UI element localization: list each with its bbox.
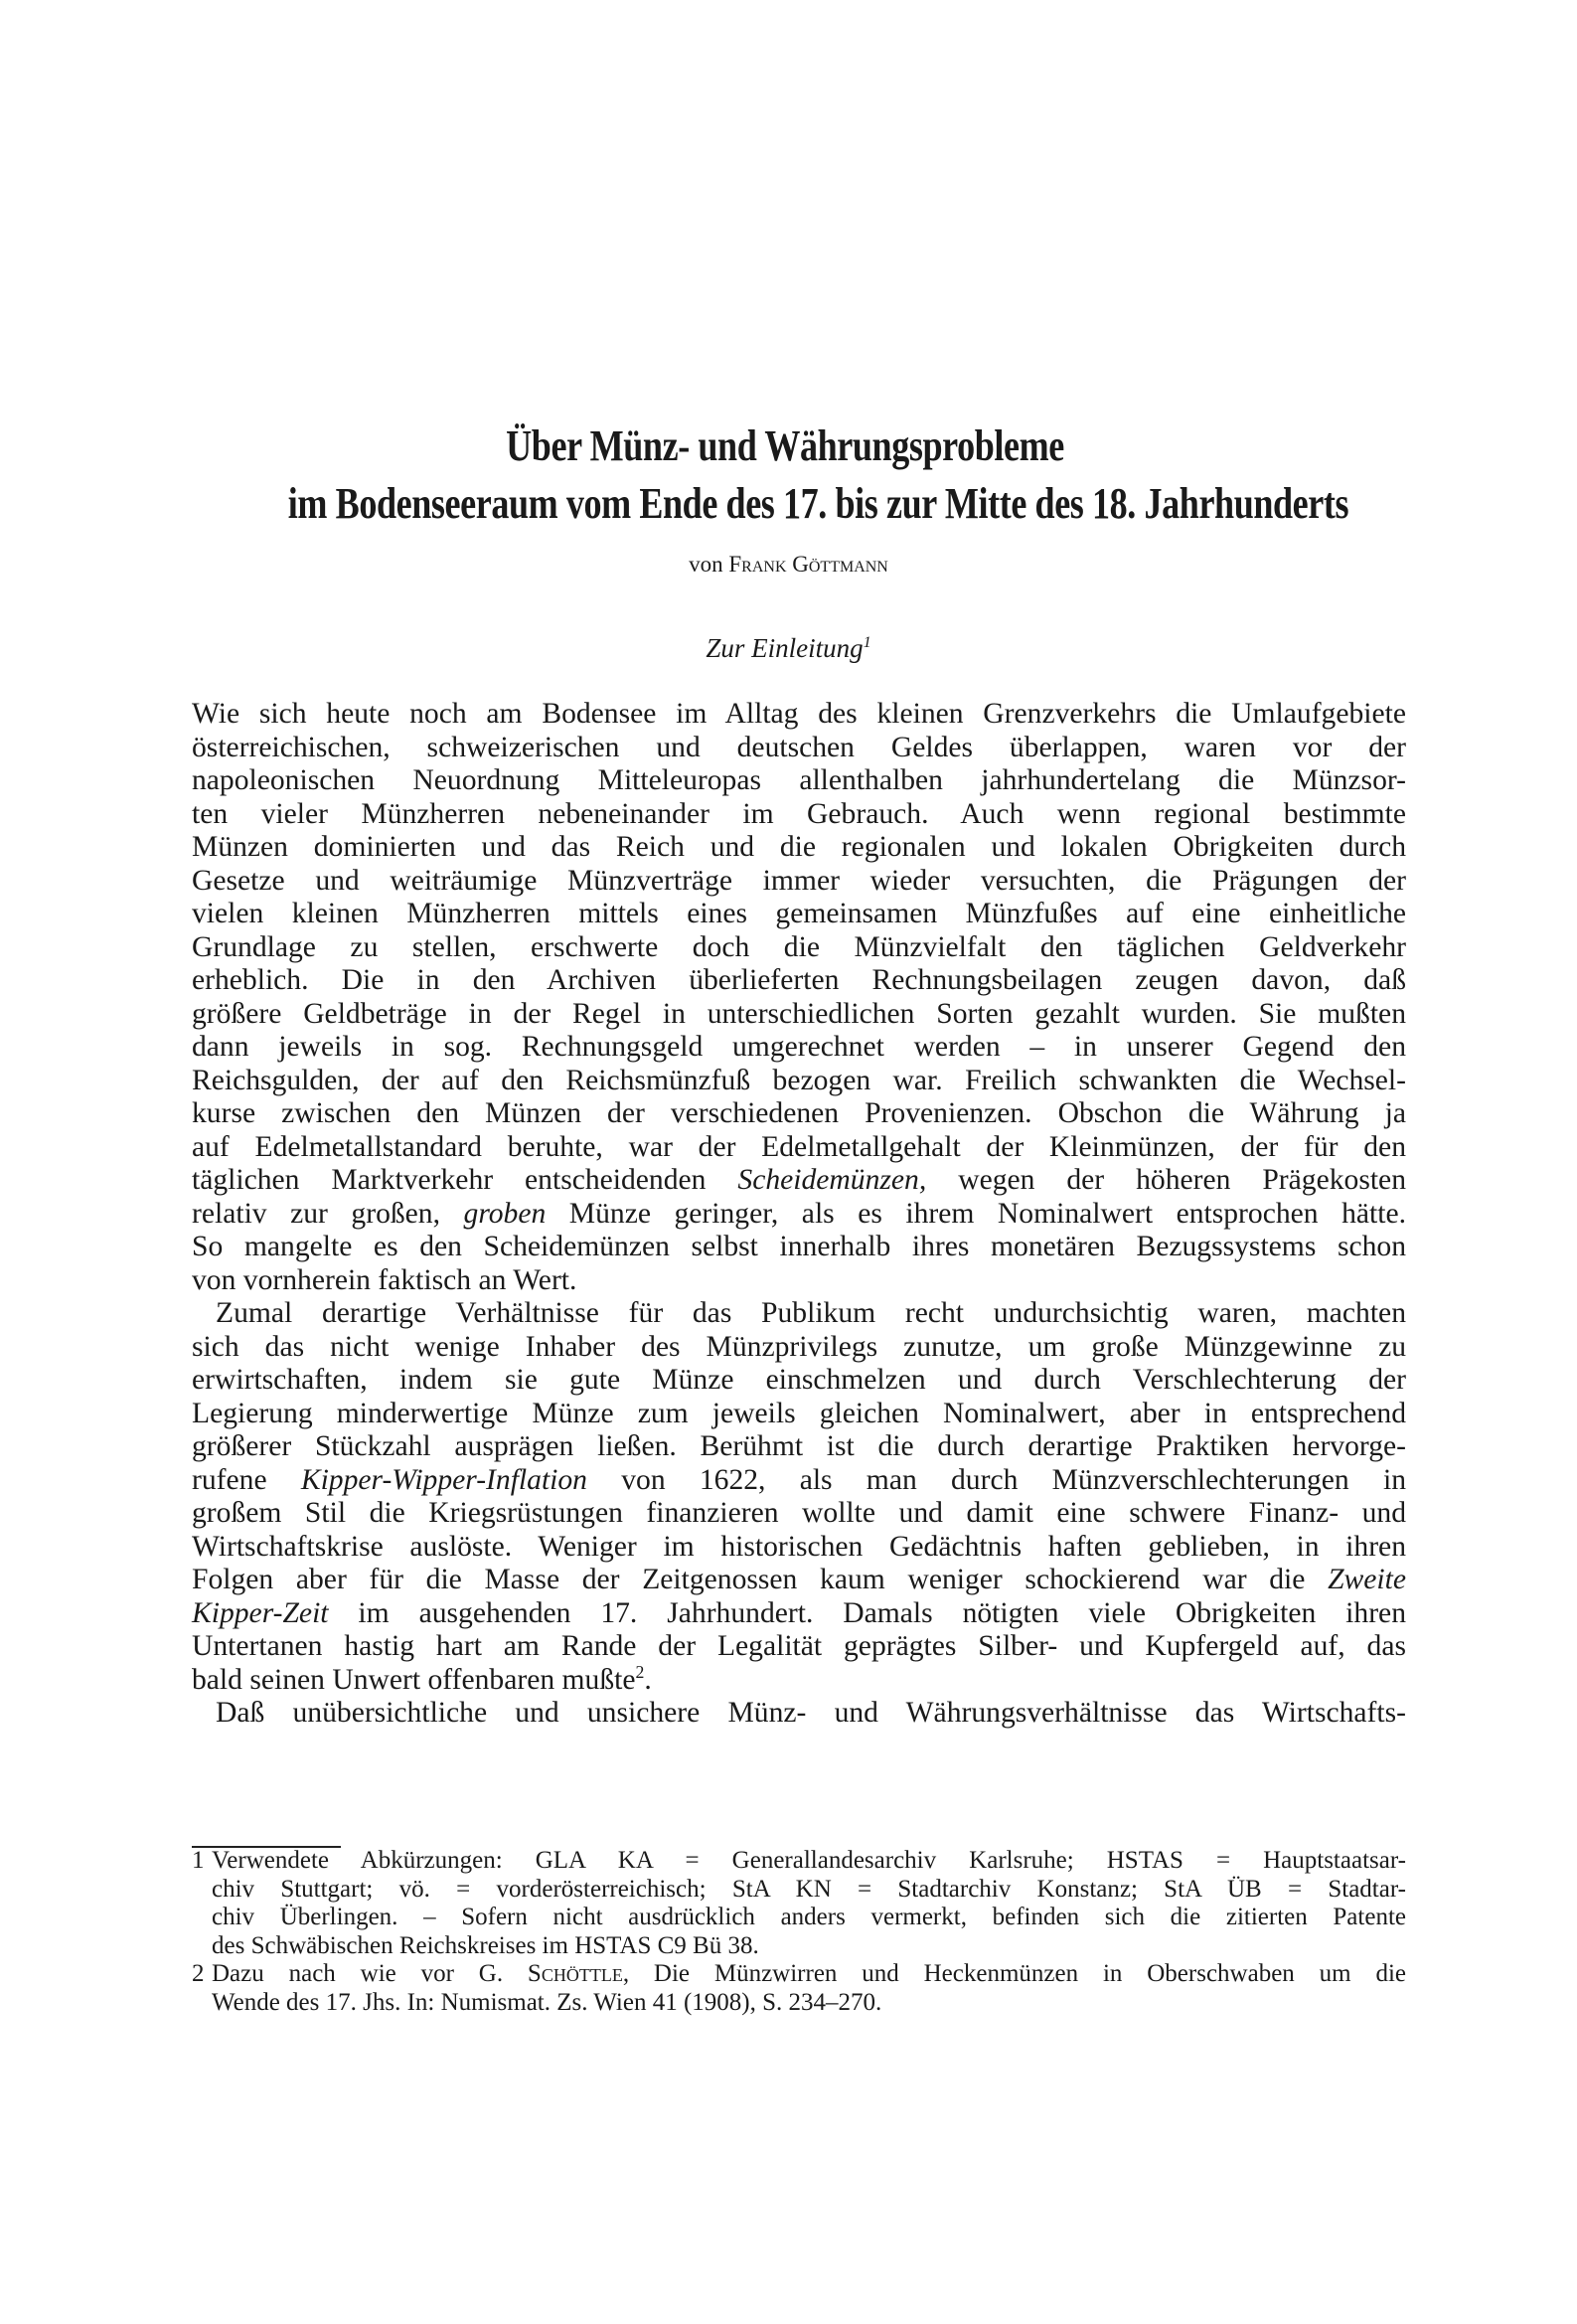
footnote-text [212,1960,1406,2017]
text-run: relativ zur großen, [192,1197,464,1230]
body-line: erwirtschaften, indem sie gute Münze einschmelzen und durch Verschlechterung der [192,1364,1406,1396]
text-run: Dazu nach wie vor G. [212,1960,528,1987]
text-run: von 1622, als man durch Münzverschlechterungen in [586,1463,1406,1496]
body-line: Münzen dominierten und das Reich und die regionalen und lokalen Obrigkeiten durch [192,831,1406,863]
emphasis: Scheidemünzen, [737,1164,927,1196]
body-line [192,1597,1406,1631]
body-line [192,1661,1406,1698]
cited-author: Schöttle [527,1960,623,1987]
body-line: Wirtschaftskrise auslöste. Weniger im historischen Gedächtnis haften geblieben, in ihren [192,1530,1406,1563]
text-run: im ausgehenden 17. Jahrhundert. Damals nötigten viele Obrigkeiten ihren [328,1596,1406,1629]
body-line [192,1464,1406,1498]
body-line [192,1198,1406,1232]
body-line: napoleonischen Neuordnung Mitteleuropas allenthalben jahrhundertelang die Münzsor- [192,764,1406,796]
body-line: Legierung minderwertige Münze zum jeweils gleichen Nominalwert, aber in entsprechend [192,1397,1406,1429]
body-line: vielen kleinen Münzherren mittels eines gemeinsamen Münzfußes auf eine einheitliche [192,898,1406,929]
emphasis: groben [463,1197,547,1230]
footnote-line: Verwendete Abkürzungen: GLA KA = Generallandesarchiv Karlsruhe; HSTAS = Hauptstaatsar- [212,1847,1406,1874]
body-line: dann jeweils in sog. Rechnungsgeld umgerechnet werden – in unserer Gegend den [192,1031,1406,1063]
body-line: von vornherein faktisch an Wert. [192,1263,577,1296]
footnotes [192,1847,1406,2017]
footnote-ref-2: 2 [635,1661,645,1682]
footnote-1 [192,1847,1406,1960]
footnote-ref-1: 1 [863,633,871,651]
footnote-number: 2 [192,1960,205,1987]
emphasis: Kipper-Zeit [192,1596,329,1629]
title-line-2: im Bodenseeraum vom Ende des 17. bis zur Mitte des 18. Jahrhunderts [287,479,1349,528]
footnote-text [212,1847,1406,1960]
body-line: Reichsgulden, der auf den Reichsmünzfuß bezogen war. Freilich schwankten die Wechsel- [192,1064,1406,1096]
footnote-line [212,1960,1406,1989]
emphasis: Zweite [1328,1564,1406,1595]
text-run: wegen der höheren Prägekosten [926,1164,1406,1196]
body-line: Wie sich heute noch am Bodensee im Alltag des kleinen Grenzverkehrs die Umlaufgebiete [192,698,1406,730]
footnote-2 [192,1960,1406,2017]
footnote-line: chiv Überlingen. – Sofern nicht ausdrücklich anders vermerkt, befinden sich die zitierten Patente [212,1904,1406,1930]
emphasis: Kipper-Wipper-Inflation [300,1463,587,1496]
body-line: Untertanen hastig hart am Rande der Legalität geprägtes Silber- und Kupfergeld auf, das [192,1630,1406,1662]
body-line: größere Geldbeträge in der Regel in unterschiedlichen Sorten gezahlt wurden. Sie mußten [192,997,1406,1030]
author-name: Frank Göttmann [728,552,888,577]
text-run: täglichen Marktverkehr entscheidenden [192,1164,738,1196]
body-line: sich das nicht wenige Inhaber des Münzprivilegs zunutze, um große Münzgewinne zu [192,1330,1406,1363]
author-byline [0,552,1577,578]
footnote-number: 1 [192,1847,205,1874]
body-line: Zumal derartige Verhältnisse für das Publikum recht undurchsichtig waren, machten [216,1297,1406,1329]
body-line: ten vieler Münzherren nebeneinander im Gebrauch. Auch wenn regional bestimmte [192,797,1406,830]
body-line: So mangelte es den Scheidemünzen selbst innerhalb ihres monetären Bezugssystems schon [192,1231,1406,1262]
text-run: . [644,1663,652,1696]
text-run: bald seinen Unwert offenbaren mußte [192,1663,636,1696]
footnote-line: chiv Stuttgart; vö. = vorderösterreichisch; StA KN = Stadtarchiv Konstanz; StA ÜB = Stadtar- [212,1875,1406,1903]
body-line: großem Stil die Kriegsrüstungen finanzieren wollte und damit eine schwere Finanz- und [192,1497,1406,1529]
section-heading-text: Zur Einleitung [706,633,864,663]
author-prefix: von [689,552,723,577]
body-line: auf Edelmetallstandard beruhte, war der Edelmetallgehalt der Kleinmünzen, der für den [192,1130,1406,1163]
section-heading [0,633,1577,664]
body-line: erheblich. Die in den Archiven überlieferten Rechnungsbeilagen zeugen davon, daß [192,964,1406,996]
footnote-line: des Schwäbischen Reichskreises im HSTAS C9 Bü 38. [212,1931,759,1959]
body-line: Grundlage zu stellen, erschwerte doch die Münzvielfalt den täglichen Geldverkehr [192,930,1406,963]
body-line: Gesetze und weiträumige Münzverträge immer wieder versuchten, die Prägungen der [192,864,1406,897]
text-run: rufene [192,1463,301,1496]
footnote-line: Wende des 17. Jhs. In: Numismat. Zs. Wien 41 (1908), S. 234–270. [212,1988,882,2016]
article-title [287,417,1349,533]
text-run: Folgen aber für die Masse der Zeitgenossen kaum weniger schockierend war die [192,1564,1329,1595]
body-line [192,1564,1406,1597]
body-text [192,698,1406,1731]
body-line [192,1164,1406,1198]
body-line: kurse zwischen den Münzen der verschiedenen Provenienzen. Obschon die Währung ja [192,1097,1406,1129]
title-line-1: Über Münz- und Währungsprobleme [506,421,1064,470]
body-line: österreichischen, schweizerischen und deutschen Geldes überlappen, waren vor der [192,731,1406,763]
body-line: größerer Stückzahl ausprägen ließen. Berühmt ist die durch derartige Praktiken hervorge- [192,1430,1406,1462]
body-line: Daß unübersichtliche und unsichere Münz- und Währungsverhältnisse das Wirtschafts- [216,1697,1406,1729]
text-run: , Die Münzwirren und Heckenmünzen in Oberschwaben um die [622,1960,1406,1987]
text-run: Münze geringer, als es ihrem Nominalwert entsprochen hätte. [546,1197,1406,1230]
